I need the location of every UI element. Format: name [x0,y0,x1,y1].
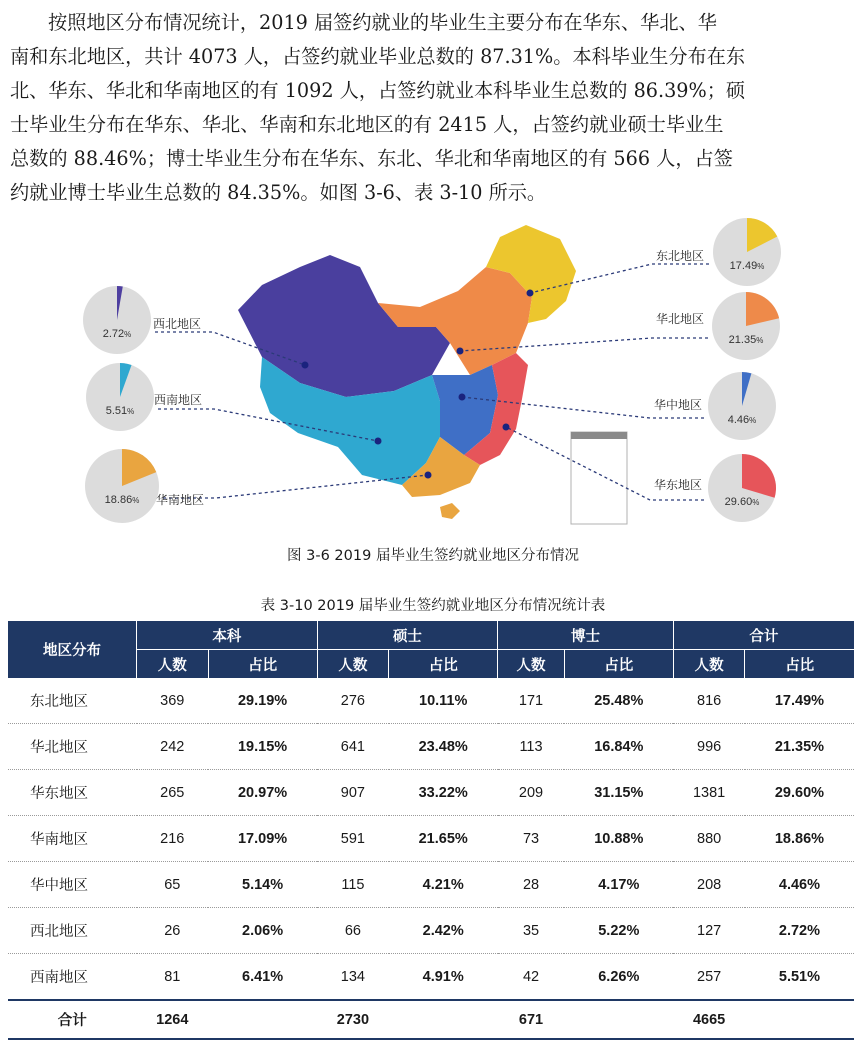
region-label: 西南地区 [154,393,203,407]
total-count-cell: 671 [498,1000,565,1039]
region-marker-dot [425,472,432,479]
count-cell: 66 [317,908,389,954]
pie-percent: 21.35% [728,334,764,346]
count-cell: 171 [498,678,565,724]
region-label: 东北地区 [656,249,705,263]
count-cell: 127 [673,908,745,954]
ratio-cell: 6.26% [564,954,673,1001]
subheader-ratio: 占比 [564,650,673,679]
count-cell: 641 [317,724,389,770]
count-cell: 208 [673,862,745,908]
table-row [8,770,854,816]
header-group-total: 合计 [673,621,854,650]
region-cell: 华中地区 [8,862,137,908]
table-row [8,724,854,770]
region-cell: 西南地区 [8,954,137,1001]
header-group-doctor: 博士 [498,621,674,650]
ratio-cell: 23.48% [389,724,498,770]
ratio-cell: 5.51% [745,954,854,1001]
count-cell: 35 [498,908,565,954]
count-cell: 816 [673,678,745,724]
count-cell: 242 [137,724,209,770]
count-cell: 591 [317,816,389,862]
region-marker-dot [503,424,510,431]
ratio-cell: 29.19% [208,678,317,724]
ratio-cell: 21.35% [745,724,854,770]
ratio-cell: 17.09% [208,816,317,862]
subheader-count: 人数 [498,650,565,679]
ratio-cell: 25.48% [564,678,673,724]
count-cell: 209 [498,770,565,816]
region-map-svg [0,215,866,530]
ratio-cell: 5.22% [564,908,673,954]
paragraph-line: 南和东北地区，共计 4073 人，占签约就业毕业总数的 87.31%。本科毕业生分布在东 [10,45,746,68]
ratio-cell: 6.41% [208,954,317,1001]
table-body [8,678,854,1039]
total-count-cell: 2730 [317,1000,389,1039]
pie-percent: 2.72% [102,328,132,340]
ratio-cell: 20.97% [208,770,317,816]
region-marker-dot [527,290,534,297]
region-label: 华东地区 [654,478,703,492]
count-cell: 265 [137,770,209,816]
count-cell: 276 [317,678,389,724]
subheader-ratio: 占比 [208,650,317,679]
count-cell: 115 [317,862,389,908]
china-map [238,225,627,524]
header-group-master: 硕士 [317,621,498,650]
subheader-count: 人数 [317,650,389,679]
ratio-cell: 4.91% [389,954,498,1001]
region-marker-dot [459,394,466,401]
subheader-count: 人数 [137,650,209,679]
subheader-count: 人数 [673,650,745,679]
count-cell: 134 [317,954,389,1001]
intro-paragraph [10,6,856,210]
table-row [8,908,854,954]
total-ratio-cell [564,1000,673,1039]
subheader-ratio: 占比 [389,650,498,679]
count-cell: 81 [137,954,209,1001]
pie-percent: 5.51% [105,405,135,417]
ratio-cell: 10.11% [389,678,498,724]
count-cell: 996 [673,724,745,770]
total-count-cell: 1264 [137,1000,209,1039]
total-label: 合计 [8,1000,137,1039]
table-row [8,862,854,908]
region-label: 华中地区 [654,398,703,412]
table-header-row [8,621,854,650]
header-group-bachelor: 本科 [137,621,318,650]
pie-percent: 18.86% [104,494,140,506]
ratio-cell: 18.86% [745,816,854,862]
header-region: 地区分布 [8,621,137,678]
count-cell: 42 [498,954,565,1001]
count-cell: 880 [673,816,745,862]
paragraph-line: 按照地区分布情况统计，2019 届签约就业的毕业生主要分布在华东、华北、华 [48,11,717,34]
paragraph-line: 约就业博士毕业生总数的 84.35%。如图 3-6、表 3-10 所示。 [10,181,547,204]
count-cell: 113 [498,724,565,770]
paragraph-line: 士毕业生分布在华东、华北、华南和东北地区的有 2415 人，占签约就业硕士毕业生 [10,113,724,136]
ratio-cell: 4.46% [745,862,854,908]
count-cell: 257 [673,954,745,1001]
region-cell: 东北地区 [8,678,137,724]
ratio-cell: 17.49% [745,678,854,724]
region-distribution-figure [0,215,866,530]
count-cell: 369 [137,678,209,724]
region-marker-dot [457,348,464,355]
region-cell: 华南地区 [8,816,137,862]
total-ratio-cell [389,1000,498,1039]
ratio-cell: 29.60% [745,770,854,816]
region-label: 华南地区 [156,493,205,507]
ratio-cell: 5.14% [208,862,317,908]
subheader-ratio: 占比 [745,650,854,679]
total-ratio-cell [745,1000,854,1039]
table-row [8,678,854,724]
ratio-cell: 21.65% [389,816,498,862]
pie-percent: 17.49% [729,260,765,272]
table-row [8,954,854,1001]
paragraph-line: 总数的 88.46%；博士毕业生分布在华东、东北、华北和华南地区的有 566 人，占签 [10,147,733,170]
count-cell: 28 [498,862,565,908]
total-ratio-cell [208,1000,317,1039]
pie-percent: 4.46% [727,414,757,426]
region-marker-dot [375,438,382,445]
table-row [8,816,854,862]
ratio-cell: 2.42% [389,908,498,954]
ratio-cell: 33.22% [389,770,498,816]
count-cell: 73 [498,816,565,862]
ratio-cell: 4.17% [564,862,673,908]
south-sea-inset [571,432,627,524]
table-caption: 表 3-10 2019 届毕业生签约就业地区分布情况统计表 [260,598,606,614]
total-count-cell: 4665 [673,1000,745,1039]
ratio-cell: 4.21% [389,862,498,908]
count-cell: 26 [137,908,209,954]
region-cell: 华东地区 [8,770,137,816]
region-table [8,621,854,1040]
region-cell: 华北地区 [8,724,137,770]
region-marker-dot [302,362,309,369]
region-label: 西北地区 [153,317,202,331]
region-cell: 西北地区 [8,908,137,954]
count-cell: 216 [137,816,209,862]
count-cell: 907 [317,770,389,816]
ratio-cell: 19.15% [208,724,317,770]
figure-caption: 图 3-6 2019 届毕业生签约就业地区分布情况 [287,548,579,564]
ratio-cell: 16.84% [564,724,673,770]
paragraph-line: 北、华东、华北和华南地区的有 1092 人，占签约就业本科毕业生总数的 86.39%；硕 [10,79,746,102]
count-cell: 65 [137,862,209,908]
ratio-cell: 2.06% [208,908,317,954]
table-total-row [8,1000,854,1039]
pie-percent: 29.60% [724,496,760,508]
ratio-cell: 10.88% [564,816,673,862]
ratio-cell: 2.72% [745,908,854,954]
map-region-hainan [440,503,460,519]
ratio-cell: 31.15% [564,770,673,816]
count-cell: 1381 [673,770,745,816]
south-sea-inset-bar [571,432,627,439]
region-label: 华北地区 [656,312,705,326]
